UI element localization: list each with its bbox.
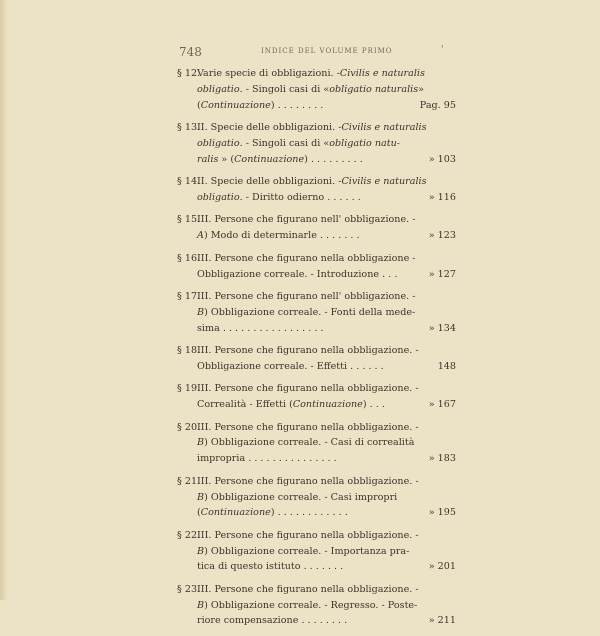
toc-entry-line xyxy=(177,613,456,629)
entry-title: ralis » (Continuazione) . . . . . . . . . xyxy=(197,153,363,165)
section-number: § 18. xyxy=(177,345,201,357)
toc-entry-line xyxy=(177,267,456,283)
entry-title: III. Persone che figurano nella obbligazione. - xyxy=(197,529,419,541)
section-number: § 20. xyxy=(177,421,201,433)
entry-title: III. Persone che figurano nell' obbligazione. - xyxy=(197,291,416,302)
entry-title: obligatio. - Diritto odierno . . . . . . xyxy=(197,191,361,203)
toc-entry-line xyxy=(177,251,456,267)
toc-entry-line xyxy=(177,451,456,467)
toc-entry xyxy=(177,582,456,629)
page-reference: » 116 xyxy=(428,191,456,203)
entry-title: Obbligazione correale. - Introduzione . . . xyxy=(197,268,398,280)
entry-title: B ) Obbligazione correale. - Casi impropri xyxy=(197,491,398,503)
entry-title: obligatio . - Singoli casi di « obligatio naturalis » xyxy=(197,83,425,95)
toc-entry-line xyxy=(177,544,456,560)
toc-entry-line xyxy=(177,397,456,413)
entry-title: obligatio . - Singoli casi di « obligatio natu- xyxy=(197,137,401,149)
entry-title: tica di questo istituto . . . . . . . xyxy=(197,561,344,573)
toc-entry-line xyxy=(177,120,456,136)
toc-entry xyxy=(177,420,456,467)
entry-title: II. Specie delle obbligazioni. - Civilis e naturalis xyxy=(197,122,427,134)
page-reference: » 211 xyxy=(428,615,456,627)
section-number: § 21. xyxy=(177,475,201,487)
section-number: § 14. xyxy=(177,176,201,188)
page-reference: 148 xyxy=(437,360,456,372)
toc-entry xyxy=(177,381,456,413)
page-reference: » 127 xyxy=(428,268,456,280)
toc-entry xyxy=(177,120,456,167)
toc-entry xyxy=(177,251,456,283)
toc-entry-line xyxy=(177,582,456,598)
entry-title: III. Persone che figurano nella obbligazione. - xyxy=(197,383,419,395)
section-number: § 12. xyxy=(177,68,201,79)
toc-entry-line xyxy=(177,474,456,490)
toc-entry xyxy=(177,66,456,113)
toc-entry-line xyxy=(177,66,456,82)
page-reference: » 183 xyxy=(428,453,456,465)
toc-entry xyxy=(177,289,456,336)
entry-title: B ) Obbligazione correale. - Fonti della mede- xyxy=(197,306,416,318)
entry-title: III. Persone che figurano nella obbligazione. - xyxy=(197,345,419,357)
entry-title: impropria . . . . . . . . . . . . . . . xyxy=(197,453,337,465)
page-reference: » 201 xyxy=(428,561,456,573)
entry-title: B ) Obbligazione correale. - Casi di correalità xyxy=(197,437,415,449)
entry-title: (Continuazione) . . . . . . . . xyxy=(197,99,324,111)
page-reference: Pag. 95 xyxy=(419,99,456,111)
toc-entry-line xyxy=(177,528,456,544)
entry-title: sima . . . . . . . . . . . . . . . . . xyxy=(197,322,324,334)
toc-entry-line xyxy=(177,343,456,359)
toc-entry-line xyxy=(177,420,456,436)
entry-title: II. Specie delle obbligazioni. - Civilis e naturalis xyxy=(197,176,427,188)
toc-entry-line xyxy=(177,289,456,305)
entry-title: riore compensazione . . . . . . . . xyxy=(197,615,348,627)
table-of-contents xyxy=(177,66,456,636)
toc-entry-line xyxy=(177,598,456,614)
entry-title: III. Persone che figurano nella obbligazione - xyxy=(197,252,416,264)
toc-entry-line xyxy=(177,190,456,206)
page-number: 748 xyxy=(179,45,202,59)
toc-entry-line xyxy=(177,82,456,98)
section-number: § 22. xyxy=(177,529,201,541)
section-number: § 16. xyxy=(177,252,201,264)
toc-entry xyxy=(177,528,456,575)
toc-entry-line xyxy=(177,381,456,397)
entry-title: Correalità - Effetti (Continuazione) . . . xyxy=(197,399,385,411)
toc-entry-line xyxy=(177,559,456,575)
section-number: § 19. xyxy=(177,383,201,395)
entry-title: III. Persone che figurano nella obbligazione. - xyxy=(197,421,419,433)
entry-title: Obbligazione correale. - Effetti . . . . . . xyxy=(197,360,384,372)
entry-title: B ) Obbligazione correale. - Regresso. - Poste- xyxy=(197,599,418,611)
entry-title: III. Persone che figurano nell' obbligazione. - xyxy=(197,214,416,226)
section-number: § 15. xyxy=(177,214,201,226)
toc-entry-line xyxy=(177,228,456,244)
toc-entry-line xyxy=(177,321,456,337)
toc-entry-line xyxy=(177,359,456,375)
section-number: § 13. xyxy=(177,122,201,134)
entry-title: A) Modo di determinarle . . . . . . . xyxy=(197,230,360,242)
toc-entry-line xyxy=(177,505,456,521)
page-reference: » 123 xyxy=(428,230,456,242)
entry-title: III. Persone che figurano nella obbligazione. - xyxy=(197,475,419,487)
toc-entry-line xyxy=(177,212,456,228)
toc-entry xyxy=(177,212,456,244)
entry-title: (Continuazione) . . . . . . . . . . . . xyxy=(197,507,348,519)
toc-entry-line xyxy=(177,174,456,190)
toc-entry-line xyxy=(177,305,456,321)
entry-title: B ) Obbligazione correale. - Importanza pra- xyxy=(197,545,410,557)
toc-entry-line xyxy=(177,152,456,168)
toc-entry xyxy=(177,174,456,206)
running-title: INDICE DEL VOLUME PRIMO xyxy=(261,47,393,55)
section-number: § 23. xyxy=(177,583,201,595)
toc-entry xyxy=(177,343,456,375)
entry-title: Varie specie di obbligazioni. - Civilis e naturalis xyxy=(197,68,425,79)
page-reference: » 167 xyxy=(428,399,456,411)
toc-entry-line xyxy=(177,136,456,152)
toc-entry-line xyxy=(177,98,456,114)
page-reference: » 195 xyxy=(428,507,456,519)
page-reference: » 103 xyxy=(428,153,456,165)
corner-mark: ' xyxy=(441,45,444,55)
toc-entry-line xyxy=(177,435,456,451)
entry-title: III. Persone che figurano nella obbligazione. - xyxy=(197,583,419,595)
page-reference: » 134 xyxy=(428,322,456,334)
toc-entry xyxy=(177,474,456,521)
section-number: § 17. xyxy=(177,291,201,302)
page-fold-shadow xyxy=(0,0,8,600)
toc-entry-line xyxy=(177,490,456,506)
